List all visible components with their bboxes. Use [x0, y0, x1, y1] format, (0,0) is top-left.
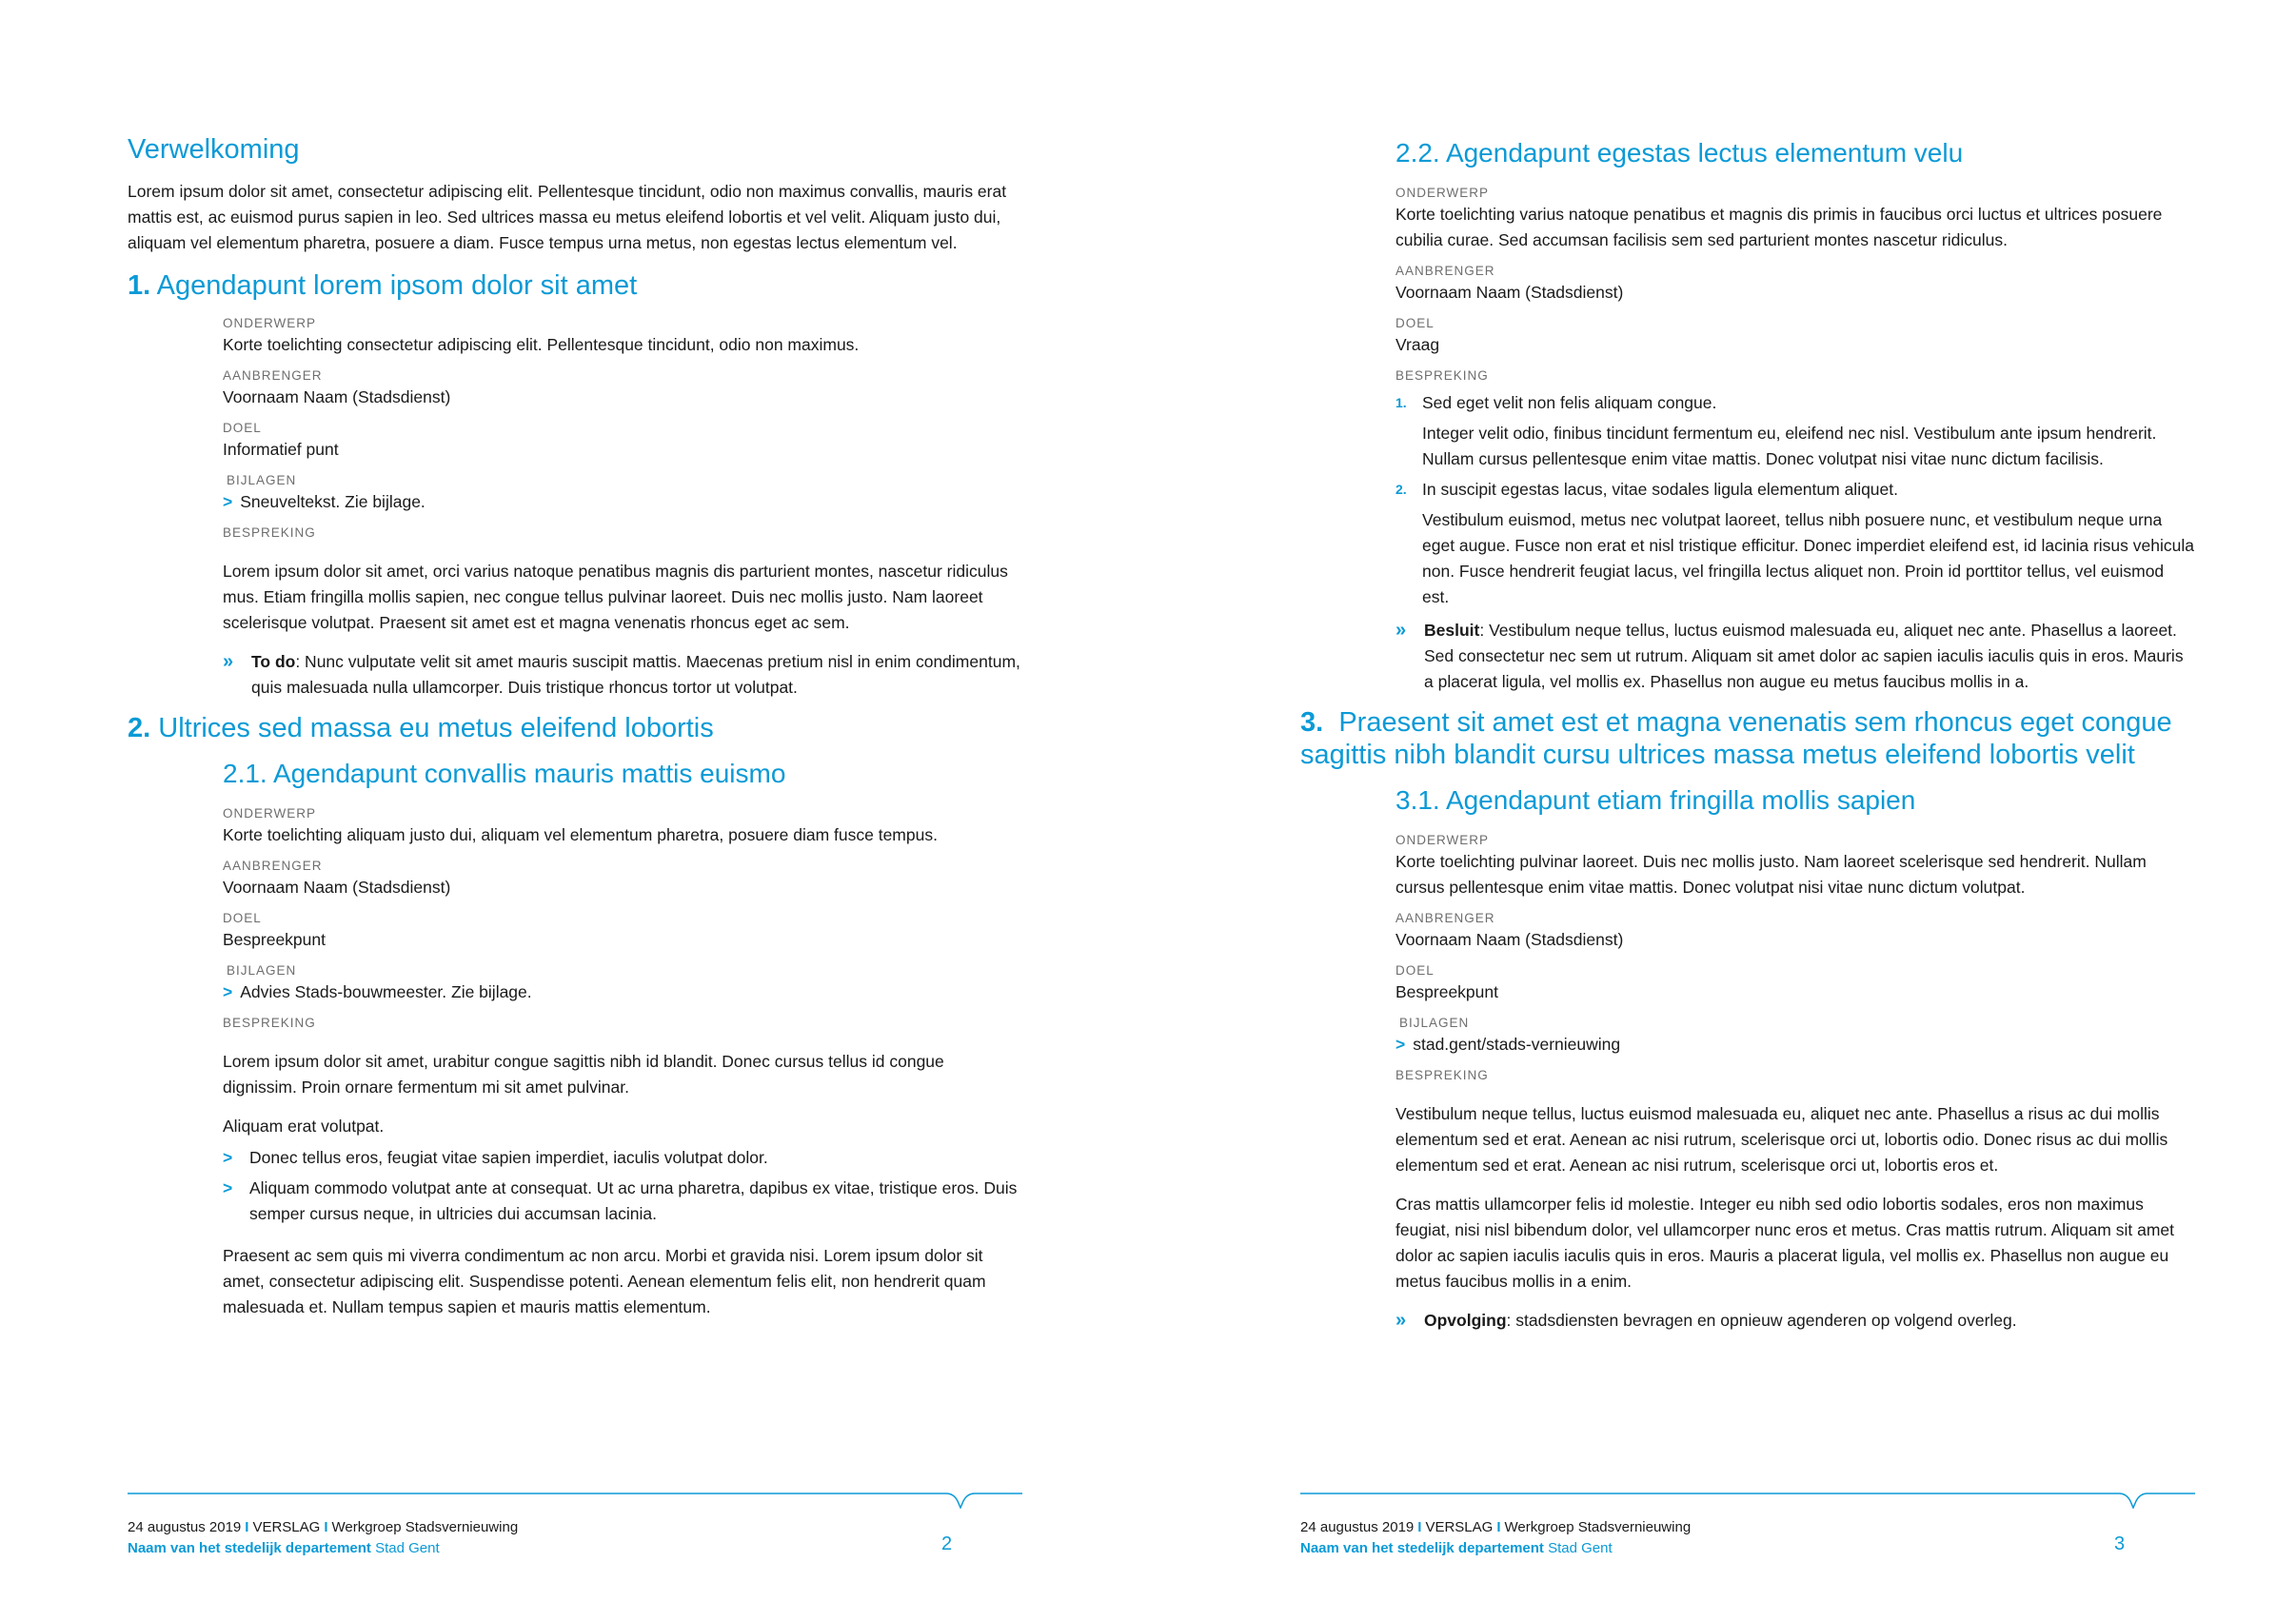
list-item-body: Vestibulum euismod, metus nec volutpat laoreet, tellus nibh posuere nunc, et vestibulum neque urna eget augue. Fusce non erat et nisl tristique efficitur. Donec imperdiet eleifend est, id lacinia risus vehicula non. Fusce hendrerit feugiat lacus, vel fringilla lectus aliquet non. Proin id porttitor tellus, vel euismod est. [1422, 510, 2194, 606]
label-aanbrenger: AANBRENGER [223, 368, 323, 383]
section-1-heading: 1. Agendapunt lorem ipsom dolor sit amet [128, 270, 638, 301]
bijlage-link[interactable]: > Sneuveltekst. Zie bijlage. [223, 492, 426, 511]
onderwerp-value: Korte toelichting aliquam justo dui, aliquam vel elementum pharetra, posuere diam fusce tempus. [223, 825, 938, 844]
label-bijlagen: BIJLAGEN [227, 473, 297, 487]
footer-divider [1300, 1480, 2195, 1509]
separator-icon: I [324, 1519, 328, 1535]
aanbrenger-value: Voornaam Naam (Stadsdienst) [1395, 930, 1624, 949]
list-item-body: Integer velit odio, finibus tincidunt fermentum eu, eleifend nec nisl. Vestibulum ante ipsum hendrerit. Nullam cursus pellentesque enim vitae mattis. Donec volutpat nisi vitae nunc dictum facilisis. [1422, 424, 2157, 468]
page-number: 3 [2114, 1533, 2126, 1554]
section-2-2-body [1395, 185, 2195, 695]
bespreking-text: Praesent ac sem quis mi viverra condimentum ac non arcu. Morbi et gravida nisi. Lorem ipsum dolor sit amet, consectetur adipiscing elit. Suspendisse potenti. Aenean elementum felis elit, non hendrerit quam malesuada et. Nullam tempus sapien et mauris mattis elementum. [223, 1246, 986, 1316]
label-onderwerp: ONDERWERP [223, 806, 317, 821]
separator-icon: I [245, 1519, 249, 1535]
bijlage-link[interactable]: > stad.gent/stads-vernieuwing [1395, 1035, 1621, 1054]
welcome-text: Lorem ipsum dolor sit amet, consectetur adipiscing elit. Pellentesque tincidunt, odio non maximus convallis, mauris erat mattis est, ac euismod purus sapien in leo. Sed ultrices massa eu metus eleifend lobortis et vel velit. Aliquam justo dui, aliquam vel elementum pharetra, posuere a diam. Fusce tempus urna metus, non egestas lectus elementum vel. [128, 182, 1007, 252]
section-2-1-heading: 2.1. Agendapunt convallis mauris mattis euismo [223, 759, 786, 788]
label-bijlagen: BIJLAGEN [1399, 1016, 1470, 1030]
footer-department: Naam van het stedelijk departement Stad Gent [128, 1540, 440, 1556]
footer-department: Naam van het stedelijk departement Stad Gent [1300, 1540, 1613, 1556]
label-bespreking: BESPREKING [1395, 1068, 1489, 1082]
onderwerp-value: Korte toelichting varius natoque penatibus et magnis dis primis in faucibus orci luctus et ultrices posuere cubilia curae. Sed accumsan facilisis sem sed parturient montes nascetur ridiculus. [1395, 205, 2163, 249]
footer [128, 1480, 1022, 1575]
besluit-item: » Besluit: Vestibulum neque tellus, luctus euismod malesuada eu, aliquet nec ante. Phasellus a laoreet. Sed consectetur nec sem ut rutrum. Aliquam sit amet dolor ac sapien iaculis iaculis quis in eros. Mauris a placerat ligula, vel mollis ex. Phasellus non augue eu metus faucibus mollis in a. [1395, 618, 2195, 695]
separator-icon: I [1417, 1519, 1422, 1535]
chevron-icon: » [223, 651, 234, 672]
label-doel: DOEL [223, 421, 262, 435]
bespreking-text: Lorem ipsum dolor sit amet, urabitur congue sagittis nibh id blandit. Donec cursus tellus id congue dignissim. Proin ornare fermentum mi sit amet pulvinar. [223, 1052, 944, 1097]
footer-meta: 24 augustus 2019 I VERSLAG I Werkgroep Stadsvernieuwing [128, 1519, 519, 1535]
section-2-1-body [223, 805, 1022, 1320]
footer [1300, 1480, 2195, 1575]
arrow-icon: > [1395, 1035, 1406, 1054]
label-bespreking: BESPREKING [1395, 368, 1489, 383]
section-2-heading: 2. Ultrices sed massa eu metus eleifend lobortis [128, 713, 714, 743]
section-3-heading: 3. Praesent sit amet est et magna venenatis sem rhoncus eget congue sagittis nibh blandit cursu ultrices massa metus eleifend lobortis velit [1300, 707, 2172, 770]
label-doel: DOEL [223, 911, 262, 925]
label-aanbrenger: AANBRENGER [223, 859, 323, 873]
doel-value: Vraag [1395, 335, 1440, 354]
bespreking-text: Lorem ipsum dolor sit amet, orci varius natoque penatibus magnis dis parturient montes, nascetur ridiculus mus. Etiam fringilla mollis sapien, nec congue tellus pulvinar laoreet. Duis nec mollis justo. Nam laoreet scelerisque volutpat. Praesent sit amet est et magna venenatis rhoncus eget ac sem. [223, 562, 1008, 632]
section-3-1-body [1395, 832, 2195, 1334]
page-left-content [128, 133, 1022, 1334]
label-aanbrenger: AANBRENGER [1395, 911, 1495, 925]
list-item: > Donec tellus eros, feugiat vitae sapien imperdiet, iaculis volutpat dolor. [223, 1145, 1022, 1171]
label-doel: DOEL [1395, 316, 1435, 330]
bijlage-link[interactable]: > Advies Stads-bouwmeester. Zie bijlage. [223, 982, 532, 1001]
separator-icon: I [1496, 1519, 1501, 1535]
onderwerp-value: Korte toelichting pulvinar laoreet. Duis nec mollis justo. Nam laoreet scelerisque sed hendrerit. Nullam cursus pellentesque enim vitae mattis. Donec volutpat nisi vitae nunc dictum volutpat. [1395, 852, 2147, 897]
label-onderwerp: ONDERWERP [1395, 833, 1490, 847]
doel-value: Bespreekpunt [223, 930, 326, 949]
list-item: > Aliquam commodo volutpat ante at consequat. Ut ac urna pharetra, dapibus ex vitae, tristique eros. Duis semper cursus neque, in ultricies dui accumsan lacinia. [223, 1176, 1022, 1227]
bespreking-text: Aliquam erat volutpat. [223, 1117, 385, 1136]
aanbrenger-value: Voornaam Naam (Stadsdienst) [1395, 283, 1624, 302]
label-bespreking: BESPREKING [223, 525, 316, 540]
arrow-icon: > [223, 1148, 233, 1167]
list-item: 1. Sed eget velit non felis aliquam congue. [1395, 393, 1717, 412]
section-1-body [223, 315, 1022, 701]
label-doel: DOEL [1395, 963, 1435, 978]
page-right-content [1300, 133, 2195, 1345]
label-onderwerp: ONDERWERP [1395, 186, 1490, 200]
doel-value: Informatief punt [223, 440, 339, 459]
label-bijlagen: BIJLAGEN [227, 963, 297, 978]
label-bespreking: BESPREKING [223, 1016, 316, 1030]
onderwerp-value: Korte toelichting consectetur adipiscing elit. Pellentesque tincidunt, odio non maximus. [223, 335, 860, 354]
list-item: 2. In suscipit egestas lacus, vitae sodales ligula elementum aliquet. [1395, 480, 1898, 499]
label-aanbrenger: AANBRENGER [1395, 264, 1495, 278]
arrow-icon: > [223, 492, 233, 511]
footer-divider [128, 1480, 1022, 1509]
chevron-icon: » [1395, 620, 1407, 641]
welcome-heading: Verwelkoming [128, 134, 300, 165]
aanbrenger-value: Voornaam Naam (Stadsdienst) [223, 387, 451, 406]
arrow-icon: > [223, 982, 233, 1001]
footer-meta: 24 augustus 2019 I VERSLAG I Werkgroep Stadsvernieuwing [1300, 1519, 1692, 1535]
page-number: 2 [941, 1533, 953, 1554]
section-3-1-heading: 3.1. Agendapunt etiam fringilla mollis sapien [1395, 785, 1916, 815]
section-2-2-heading: 2.2. Agendapunt egestas lectus elementum velu [1395, 138, 1964, 168]
opvolging-item: » Opvolging: stadsdiensten bevragen en opnieuw agenderen op volgend overleg. [1395, 1308, 2195, 1334]
aanbrenger-value: Voornaam Naam (Stadsdienst) [223, 878, 451, 897]
arrow-icon: > [223, 1178, 233, 1197]
label-onderwerp: ONDERWERP [223, 316, 317, 330]
bespreking-text: Vestibulum neque tellus, luctus euismod malesuada eu, aliquet nec ante. Phasellus a risus ac dui mollis elementum sed et erat. Aenean ac nisi rutrum, scelerisque orci ut, lobortis odio. Donec risus ac dui mollis elementum sed et erat. Aenean ac nisi rutrum, scelerisque orci ut, lobortis eros et. [1395, 1104, 2168, 1175]
chevron-icon: » [1395, 1310, 1407, 1331]
bespreking-text: Cras mattis ullamcorper felis id molestie. Integer eu nibh sed odio lobortis sodales, eros non maximus feugiat, nisi nisl bibendum dolor, vel ullamcorper nunc eros et metus. Cras mattis rutrum. Aliquam sit amet dolor ac sapien iaculis iaculis quis in eros. Mauris a placerat ligula, vel mollis ex. Phasellus non augue eu metus faucibus mollis in a enim. [1395, 1195, 2174, 1291]
doel-value: Bespreekpunt [1395, 982, 1498, 1001]
page-right [1148, 0, 2296, 1602]
todo-item: » To do: Nunc vulputate velit sit amet mauris suscipit mattis. Maecenas pretium nisl in enim condimentum, quis malesuada nulla ullamcorper. Duis tristique rhoncus tortor ut volutpat. [223, 649, 1022, 701]
numbered-list [1395, 390, 2195, 610]
